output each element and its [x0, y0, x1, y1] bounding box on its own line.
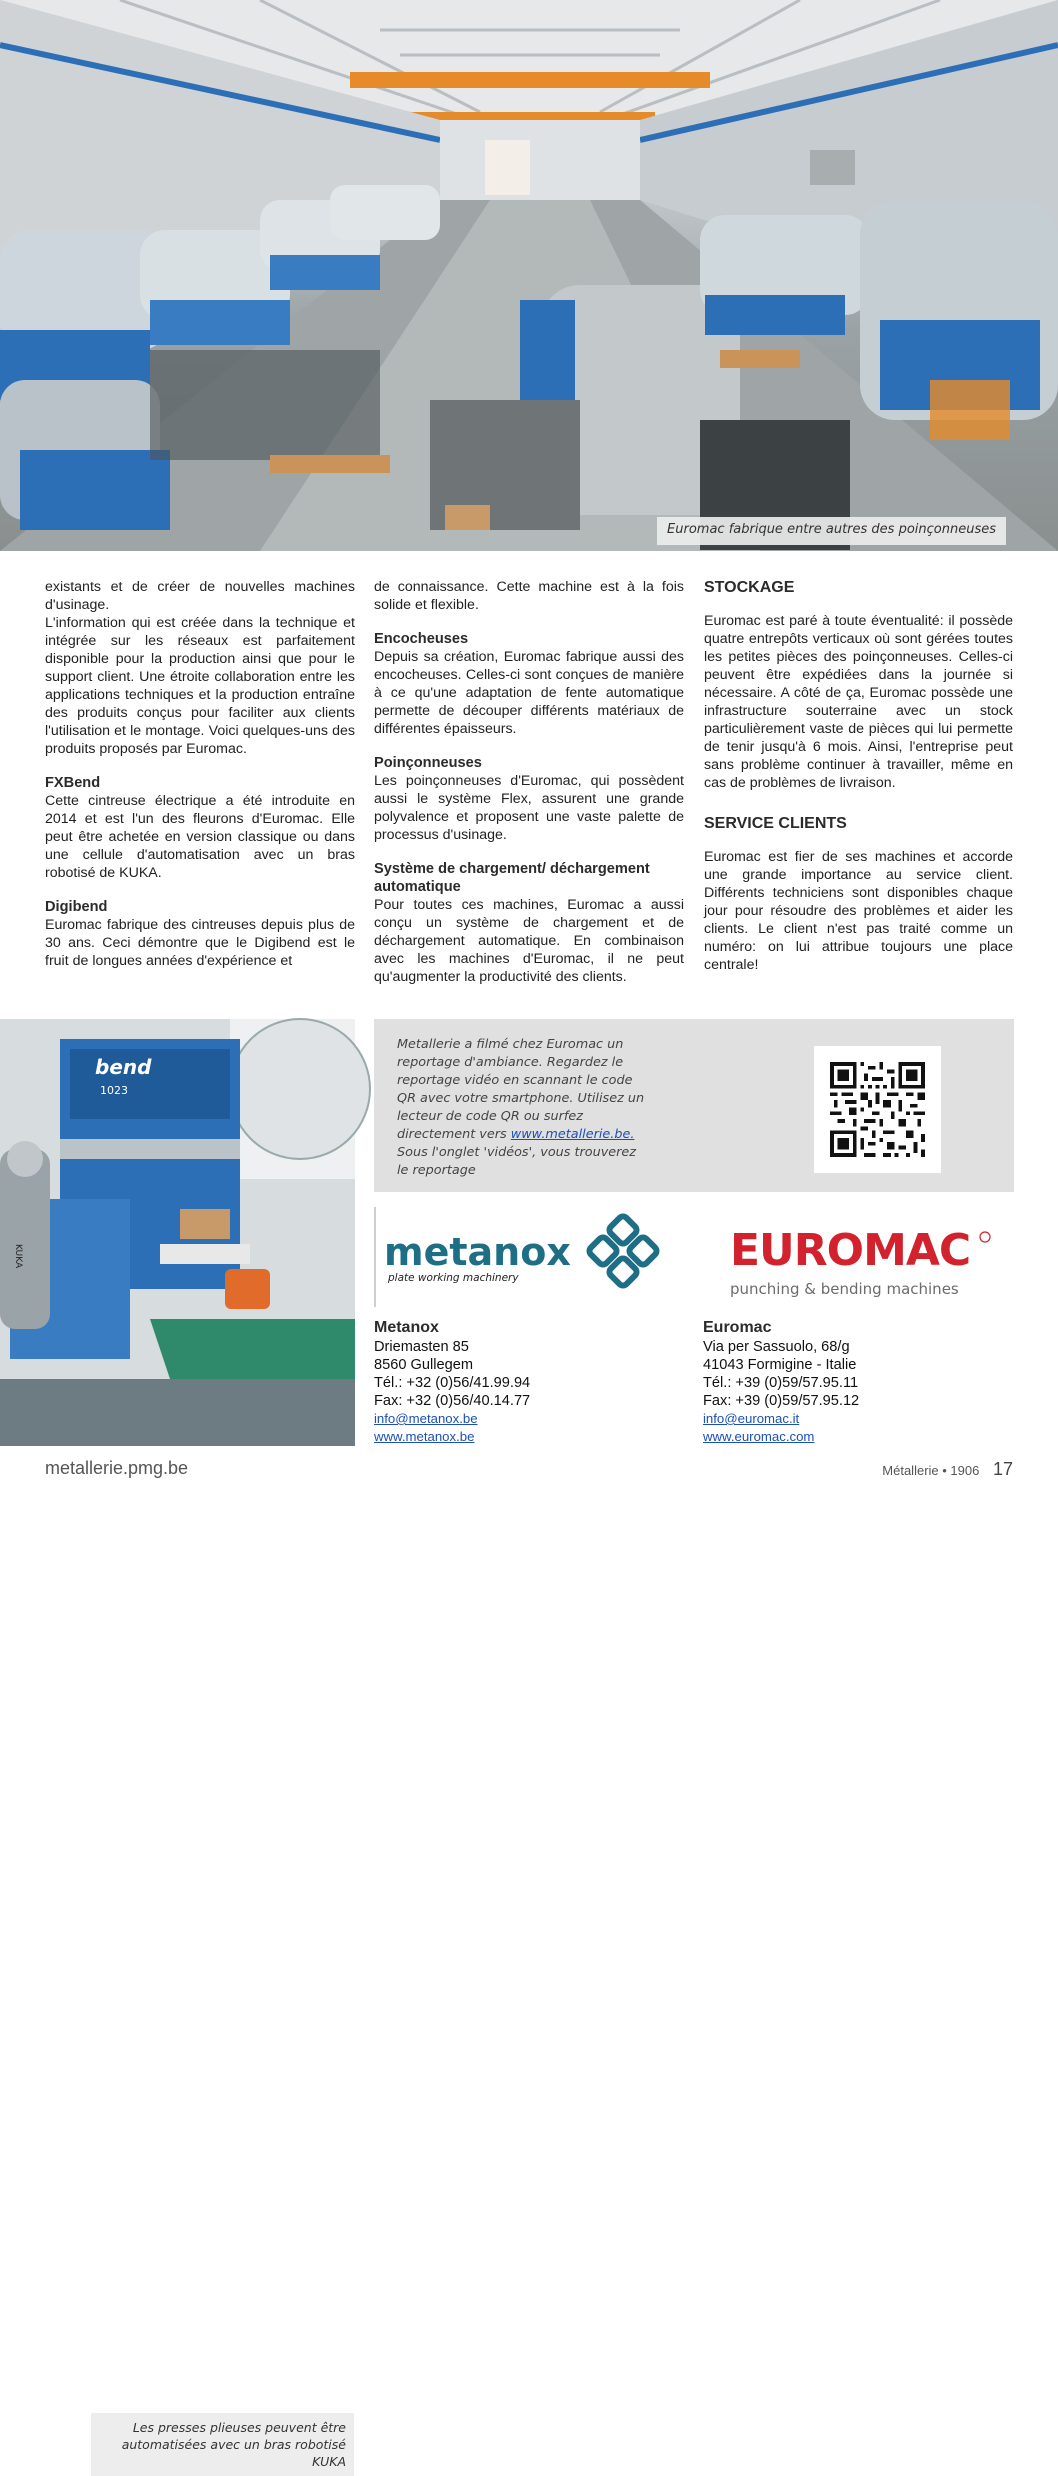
metanox-tel: Tél.: +32 (0)56/41.99.94 [374, 1375, 531, 1391]
video-info-text-after: Sous l'onglet 'vidéos', vous trouverez le reportage [397, 1145, 637, 1178]
text-column-3 [704, 578, 1013, 974]
robot-label-text: KUKA [13, 1244, 23, 1269]
encocheuses-paragraph: Depuis sa création, Euromac fabrique aussi des encocheuses. Celles-ci sont conçues de manière à ce qu'une adaptation de fente automatique permette de découper différents matériaux de différentes épaisseurs. [374, 649, 684, 737]
metanox-name: Metanox [374, 1319, 439, 1336]
factory-hall-photo [0, 0, 1058, 551]
euromac-web-link[interactable]: www.euromac.com [703, 1429, 815, 1444]
photo-caption-bottom: Les presses plieuses peuvent être automatisées avec un bras robotisé KUKA [91, 2413, 354, 2476]
euromac-contact [703, 1318, 1003, 1446]
service-heading: SERVICE CLIENTS [704, 815, 847, 832]
video-info-text-before: Metallerie a filmé chez Euromac un reportage d'ambiance. Regardez le reportage vidéo en scannant le code QR avec votre smartphone. Utilisez un lecteur de code QR ou surfez directement vers [397, 1037, 645, 1142]
factory-hall-illustration [0, 0, 1058, 551]
metanox-tagline-text: plate working machinery [388, 1272, 519, 1284]
footer-issue-info [882, 1459, 1013, 1480]
euromac-street: Via per Sassuolo, 68/g [703, 1339, 850, 1355]
encocheuses-heading: Encocheuses [374, 631, 469, 647]
poinconneuses-paragraph: Les poinçonneuses d'Euromac, qui possèdent aussi le système Flex, assurent une grande polyvalence et proposent une vaste palette de processus d'usinage. [374, 773, 684, 843]
digibend-paragraph: Euromac fabrique des cintreuses depuis plus de 30 ans. Ceci démontre que le Digibend est le fruit de longues années d'expérience et [45, 917, 355, 969]
euromac-tel: Tél.: +39 (0)59/57.95.11 [703, 1375, 859, 1391]
photo-caption: Euromac fabrique entre autres des poinçonneuses [657, 517, 1006, 545]
metanox-logo-icon [374, 1207, 674, 1307]
metanox-logo [374, 1207, 674, 1307]
euromac-email-link[interactable]: info@euromac.it [703, 1411, 800, 1426]
metanox-contact [374, 1318, 674, 1446]
video-info-text [397, 1036, 647, 1180]
footer-site-url[interactable]: metallerie.pmg.be [45, 1458, 189, 1478]
machine-brand-text: bend [95, 1055, 152, 1079]
metallerie-link[interactable]: www.metallerie.be. [510, 1127, 635, 1142]
stockage-heading: STOCKAGE [704, 579, 795, 596]
text-column-2 [374, 578, 684, 986]
fxbend-heading: FXBend [45, 775, 101, 791]
metanox-street: Driemasten 85 [374, 1339, 469, 1355]
service-paragraph: Euromac est fier de ses machines et accorde une grande importance au service client. Différents techniciens sont disponibles chaque jour pour résoudre des problèmes et aider les clients. Le client n'est pas traité comme un numéro: on lui attribue toujours une place centrale! [704, 849, 1013, 973]
metanox-email-link[interactable]: info@metanox.be [374, 1411, 478, 1426]
qr-code[interactable] [814, 1046, 941, 1173]
press-brake-illustration [0, 1019, 355, 1446]
text-column-1 [45, 578, 355, 970]
metanox-fax: Fax: +32 (0)56/40.14.77 [374, 1393, 531, 1409]
machine-model-text: 1023 [100, 1084, 128, 1097]
euromac-logo-text: EUROMAC [730, 1225, 971, 1276]
euromac-city: 41043 Formigine - Italie [703, 1357, 857, 1373]
euromac-logo [720, 1215, 1005, 1310]
intro-paragraph-1: existants et de créer de nouvelles machines d'usinage. [45, 579, 355, 613]
continuation-paragraph: de connaissance. Cette machine est à la fois solide et flexible. [374, 579, 684, 613]
qr-code-icon [830, 1062, 925, 1157]
systeme-heading: Système de chargement/ déchargement automatique [374, 861, 650, 895]
euromac-tagline-text: punching & bending machines [730, 1280, 959, 1298]
footer-issue: Métallerie • 1906 [882, 1463, 980, 1478]
digibend-heading: Digibend [45, 899, 108, 915]
intro-paragraph-2: L'information qui est créée dans la technique et intégrée sur les réseaux est parfaitement disponible pour la production ainsi que pour le support client. Une étroite collaboration entre les applications techniques et la production entraîne des produits conçus pour faciliter aux clients l'utilisation et le montage. Voici quelques-uns des produits proposés par Euromac. [45, 615, 355, 757]
euromac-fax: Fax: +39 (0)59/57.95.12 [703, 1393, 860, 1409]
euromac-name: Euromac [703, 1319, 772, 1336]
page-number: 17 [992, 1459, 1013, 1479]
metanox-web-link[interactable]: www.metanox.be [374, 1429, 475, 1444]
stockage-paragraph: Euromac est paré à toute éventualité: il possède quatre entrepôts verticaux où sont gérées toutes les petites pièces des poinçonneuses. Celles-ci peuvent être expédiées dans la journée si nécessaire. A côté de ça, Euromac possède une infrastructure souterraine avec un stock particulièrement vaste de pièces qui lui permette de tenir jusqu'à 6 mois. Ainsi, l'entreprise peut sans problème continuer à travailler, même en cas de problèmes de livraison. [704, 613, 1013, 791]
euromac-logo-icon [720, 1215, 1005, 1310]
metanox-logo-text: metanox [384, 1230, 571, 1274]
fxbend-paragraph: Cette cintreuse électrique a été introduite en 2014 et est l'un des fleurons d'Euromac. Elle peut être achetée en version classique ou dans une cellule d'automatisation avec un bras robotisé de KUKA. [45, 793, 355, 881]
metanox-city: 8560 Gullegem [374, 1357, 473, 1373]
poinconneuses-heading: Poinçonneuses [374, 755, 482, 771]
systeme-paragraph: Pour toutes ces machines, Euromac a aussi conçu un système de chargement et de déchargement automatique. En combinaison avec les machines d'Euromac, il ne peut qu'augmenter la productivité des clients. [374, 897, 684, 985]
